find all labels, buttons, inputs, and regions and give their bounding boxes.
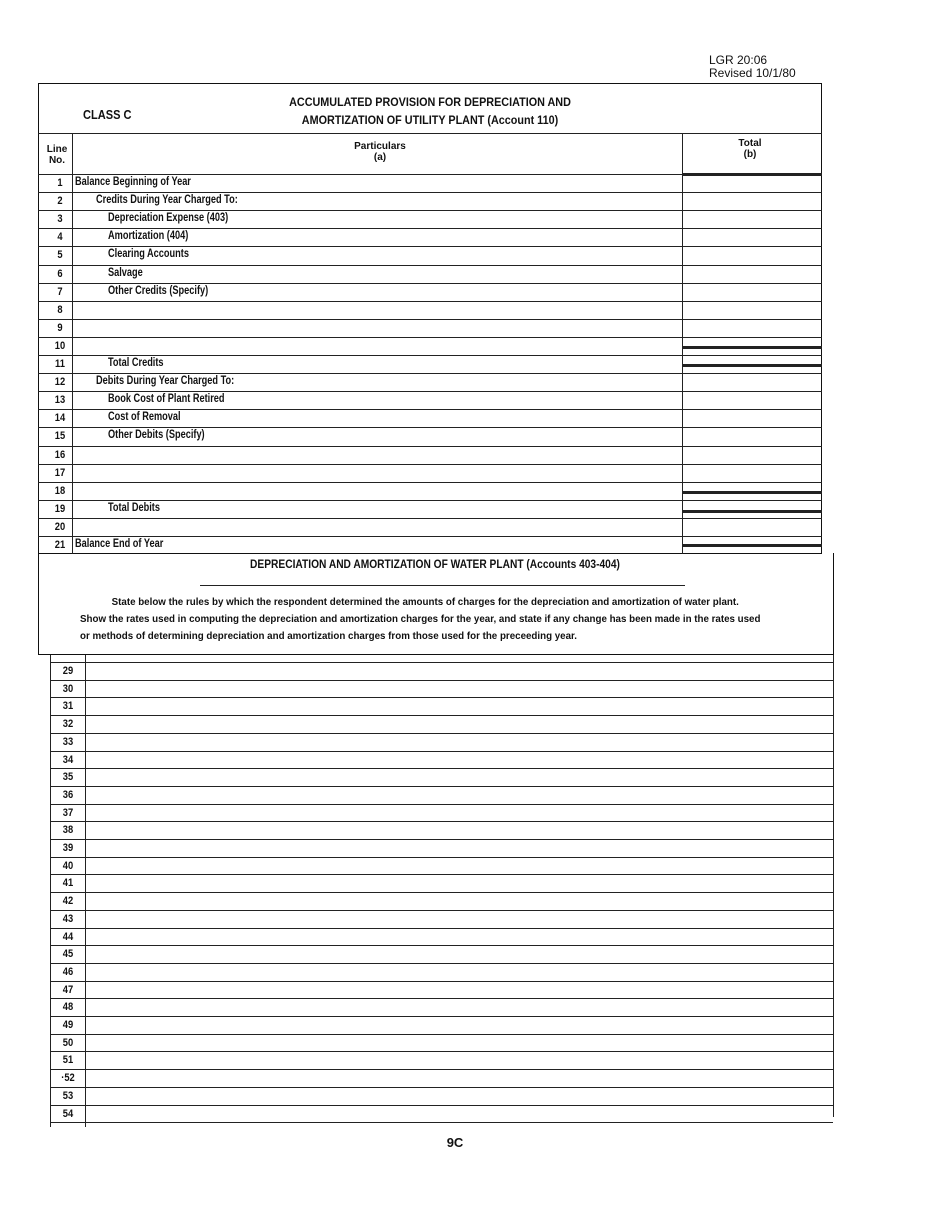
line-number: 45 (62, 948, 74, 960)
entry-input-cell[interactable] (87, 787, 832, 803)
total-input-cell[interactable] (684, 374, 820, 390)
entry-input-cell[interactable] (87, 1052, 832, 1068)
line-number: 6 (57, 268, 63, 280)
particulars-text: Balance Beginning of Year (75, 176, 191, 188)
schedule-2-left-border (50, 655, 51, 1127)
form-reference (709, 54, 796, 80)
line-number: 48 (62, 1001, 74, 1013)
line-number: 29 (62, 665, 74, 677)
col-line-no-header (40, 144, 74, 166)
entry-input-cell[interactable] (87, 822, 832, 838)
total-input-cell[interactable] (684, 175, 820, 191)
line-number: 33 (62, 736, 74, 748)
line-number: 46 (62, 966, 74, 978)
entry-input-cell[interactable] (87, 681, 832, 697)
total-input-cell[interactable] (684, 193, 820, 209)
line-number: 34 (62, 754, 74, 766)
line-number: 2 (57, 195, 63, 207)
particulars-text: Other Debits (Specify) (108, 429, 205, 441)
entry-input-cell[interactable] (87, 1017, 832, 1033)
total-input-cell[interactable] (684, 519, 820, 535)
schedule-2-line-no-divider (85, 655, 86, 1127)
entry-input-cell[interactable] (87, 911, 832, 927)
col-total-header (720, 138, 780, 160)
line-number: 43 (62, 913, 74, 925)
col-line-label: Line (46, 144, 68, 155)
schedule-2-instructions: State below the rules by which the respondent determined the amounts of charges for the depreciation and amortization of water plant. Show the rates used in computing the depreciation and amortization charges for the year, and state if any change has been made in the rates used or methods of determining depreciation and amortization charges from those used for the preceeding year. (80, 596, 761, 642)
total-input-cell[interactable] (684, 229, 820, 245)
line-number: 40 (62, 860, 74, 872)
entry-input-cell[interactable] (87, 1035, 832, 1051)
total-input-cell[interactable] (684, 302, 820, 318)
particulars-text: Balance End of Year (75, 538, 164, 550)
col-particulars-label: Particulars (354, 141, 406, 152)
entry-input-cell[interactable] (87, 858, 832, 874)
line-number: 15 (54, 430, 66, 442)
entry-input-cell[interactable] (87, 1106, 832, 1122)
entry-input-cell[interactable] (87, 805, 832, 821)
entry-input-cell[interactable] (87, 875, 832, 891)
col-total-label: Total (738, 138, 762, 149)
line-number: 32 (62, 718, 74, 730)
schedule-2-bottom-border (50, 1122, 833, 1123)
header-divider (38, 133, 822, 134)
line-number: ·52 (61, 1072, 75, 1084)
line-number: 5 (57, 249, 63, 261)
total-input-cell[interactable] (684, 266, 820, 282)
total-underline (682, 544, 822, 547)
entry-input-cell[interactable] (87, 716, 832, 732)
entry-input-cell[interactable] (87, 1088, 832, 1104)
line-number: 37 (62, 807, 74, 819)
schedule-2-title: DEPRECIATION AND AMORTIZATION OF WATER PLANT (Accounts 403-404) (250, 557, 620, 571)
line-number: 12 (54, 376, 66, 388)
entry-input-cell[interactable] (87, 752, 832, 768)
line-number: 50 (62, 1037, 74, 1049)
particulars-text: Total Credits (108, 357, 164, 369)
particulars-text: Depreciation Expense (403) (108, 212, 229, 224)
total-underline (682, 173, 822, 176)
line-number: 36 (62, 789, 74, 801)
line-number: 4 (57, 231, 63, 243)
entry-input-cell[interactable] (87, 1070, 832, 1086)
line-number: 54 (62, 1108, 74, 1120)
line-number: 42 (62, 895, 74, 907)
form-id: LGR 20:06 (709, 53, 768, 67)
line-number: 7 (57, 286, 63, 298)
class-label: CLASS C (83, 107, 132, 122)
line-number: 18 (54, 485, 66, 497)
revised-date: Revised 10/1/80 (709, 66, 796, 80)
line-number: 14 (54, 412, 66, 424)
total-input-cell[interactable] (684, 428, 820, 444)
entry-input-cell[interactable] (87, 769, 832, 785)
line-number: 31 (62, 700, 74, 712)
total-input-cell[interactable] (684, 465, 820, 481)
total-input-cell[interactable] (684, 247, 820, 263)
line-number: 41 (62, 877, 74, 889)
total-underline (682, 510, 822, 513)
entry-input-cell[interactable] (87, 982, 832, 998)
total-input-cell[interactable] (684, 320, 820, 336)
line-number: 38 (62, 824, 74, 836)
col-particulars-sub: (a) (373, 152, 387, 163)
schedule-1-title-line2: AMORTIZATION OF UTILITY PLANT (Account 110) (301, 113, 559, 127)
line-number: 16 (54, 449, 66, 461)
line-number: 39 (62, 842, 74, 854)
line-number: 47 (62, 984, 74, 996)
total-underline (682, 346, 822, 349)
schedule-1-title-line1: ACCUMULATED PROVISION FOR DEPRECIATION AND (289, 95, 571, 109)
line-number: 9 (57, 322, 63, 334)
particulars-text: Debits During Year Charged To: (96, 375, 235, 387)
particulars-text: Total Debits (108, 502, 160, 514)
line-number: 49 (62, 1019, 74, 1031)
line-number: 20 (54, 521, 66, 533)
line-number: 17 (54, 467, 66, 479)
total-input-cell[interactable] (684, 447, 820, 463)
line-number: 10 (54, 340, 66, 352)
schedule-2-right-border (833, 655, 834, 1117)
entry-input-cell[interactable] (87, 840, 832, 856)
total-input-cell[interactable] (684, 211, 820, 227)
particulars-text: Book Cost of Plant Retired (108, 393, 225, 405)
entry-input-cell[interactable] (87, 698, 832, 714)
entry-input-cell[interactable] (87, 734, 832, 750)
total-input-cell[interactable] (684, 392, 820, 408)
line-number: 8 (57, 304, 63, 316)
particulars-text: Clearing Accounts (108, 248, 189, 260)
line-number: 35 (62, 771, 74, 783)
col-total-sub: (b) (743, 149, 757, 160)
page-number: 9C (446, 1135, 464, 1150)
line-number: 51 (62, 1054, 74, 1066)
col-no-label: No. (48, 155, 66, 166)
col-particulars-header (300, 141, 460, 163)
entry-input-cell[interactable] (87, 663, 832, 679)
line-number: 13 (54, 394, 66, 406)
line-number: 11 (55, 358, 65, 370)
total-input-cell[interactable] (684, 501, 820, 517)
line-number: 21 (54, 539, 66, 551)
line-number: 53 (62, 1090, 74, 1102)
particulars-text: Salvage (108, 267, 143, 279)
line-number: 19 (54, 503, 66, 515)
entry-input-cell[interactable] (87, 929, 832, 945)
total-input-cell[interactable] (684, 410, 820, 426)
particulars-text: Other Credits (Specify) (108, 285, 209, 297)
particulars-text: Amortization (404) (108, 230, 189, 242)
line-number: 44 (62, 931, 74, 943)
total-underline (682, 364, 822, 367)
entry-input-cell[interactable] (87, 964, 832, 980)
particulars-text: Credits During Year Charged To: (96, 194, 238, 206)
entry-input-cell[interactable] (87, 946, 832, 962)
line-number: 3 (57, 213, 63, 225)
entry-input-cell[interactable] (87, 999, 832, 1015)
total-input-cell[interactable] (684, 284, 820, 300)
schedule-2-title-rule (200, 585, 685, 586)
line-number: 30 (62, 683, 74, 695)
total-underline (682, 491, 822, 494)
particulars-text: Cost of Removal (108, 411, 181, 423)
entry-input-cell[interactable] (87, 893, 832, 909)
line-number: 1 (57, 177, 63, 189)
